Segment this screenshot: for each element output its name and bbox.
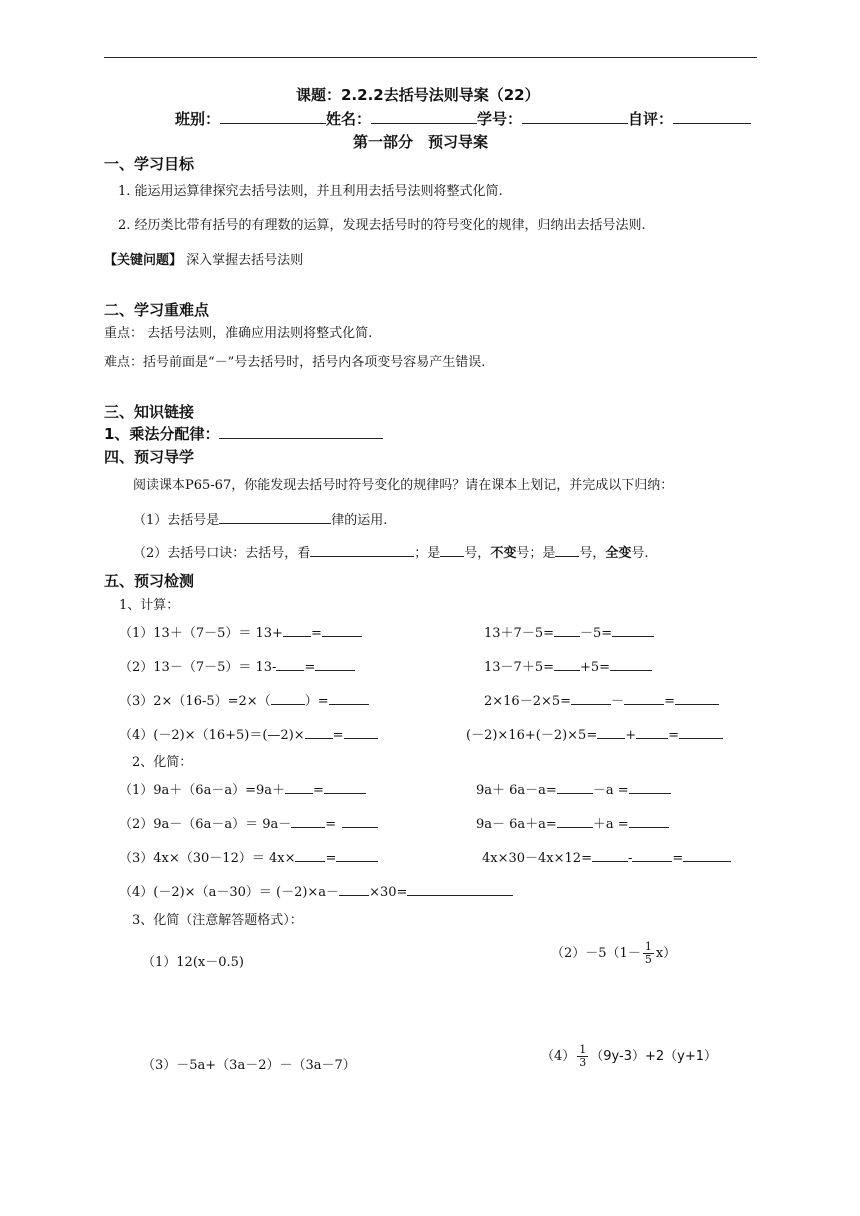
simp-3-blank-b[interactable] (336, 847, 378, 862)
simp-2-left (119, 813, 378, 832)
calc-2-blank-d[interactable] (610, 656, 652, 671)
fraction-den: 5 (644, 953, 652, 966)
calc-3-blank-e[interactable] (675, 690, 719, 705)
sub-calc: 1、计算： (119, 598, 180, 613)
simp-4-b: ×30= (369, 885, 408, 900)
calc-2-left (119, 656, 355, 675)
sub-simplify: 2、化简： (132, 755, 193, 770)
goal-1: 1. 能运用运算律探究去括号法则，并且利用去括号法则将整式化简. (118, 184, 503, 199)
problem-2-a: （2）－5（1－ (551, 946, 641, 961)
simp-3-blank-e[interactable] (683, 847, 731, 862)
calc-3-blank-d[interactable] (624, 690, 664, 705)
calc-4-right-b: + (625, 728, 637, 743)
name-blank[interactable] (371, 109, 477, 124)
simp-2-blank-c[interactable] (557, 813, 593, 828)
calc-4-right-c: = (668, 728, 680, 743)
q2-text-b: ；是 (414, 546, 441, 561)
section-heading-preview: 四、预习导学 (104, 448, 195, 466)
eval-blank[interactable] (673, 109, 751, 124)
info-line (175, 108, 751, 129)
simp-2-blank-d[interactable] (629, 813, 669, 828)
simp-3-blank-a[interactable] (295, 847, 325, 862)
simp-2-left-eq: = (325, 817, 337, 832)
calc-4-left-a: （4）(－2)×（16+5)＝(—2)× (119, 728, 305, 743)
simp-3-left-eq: = (325, 851, 337, 866)
calc-4-blank-a[interactable] (305, 724, 333, 739)
simp-1-blank-b[interactable] (324, 779, 366, 794)
key-label: 【关键问题】 (104, 253, 183, 268)
difficulty-text: 难点：括号前面是“－”号去括号时，括号内各项变号容易产生错误. (104, 355, 486, 370)
simp-1-right-a: 9a＋ 6a－a= (476, 783, 557, 798)
calc-4-blank-e[interactable] (679, 724, 723, 739)
distributive-label: 1、乘法分配律： (104, 425, 220, 443)
calc-4-left (119, 724, 378, 743)
simp-1-blank-c[interactable] (557, 779, 593, 794)
calc-4-blank-c[interactable] (597, 724, 625, 739)
preview-q2 (133, 542, 649, 561)
simp-3-blank-c[interactable] (592, 847, 628, 862)
calc-1-left (119, 622, 362, 641)
problem-4-b: （9y-3）+2（y+1） (590, 1049, 717, 1064)
calc-2-blank-a[interactable] (276, 656, 304, 671)
sub-simplify-format: 3、化简（注意解答题格式）： (132, 913, 303, 928)
calc-3-right (484, 690, 719, 709)
simp-4-blank-b[interactable] (407, 881, 513, 896)
q1-text-a: （1）去括号是 (133, 513, 220, 528)
eval-label: 自评： (628, 110, 674, 128)
calc-1-right (484, 622, 654, 641)
simp-3-right-c: = (672, 851, 684, 866)
q2-text-f: 号， (579, 546, 606, 561)
calc-2-left-a: （2）13－（7－5）＝ 13- (119, 660, 277, 675)
simp-2-right-b: ＋a = (592, 817, 629, 832)
name-label: 姓名： (326, 110, 372, 128)
simp-2-right-a: 9a－ 6a＋a= (476, 817, 557, 832)
q2-blank-2[interactable] (440, 542, 464, 557)
simp-1-left-a: （1）9a＋（6a－a）=9a＋ (119, 783, 285, 798)
section-heading-goals: 一、学习目标 (104, 155, 195, 173)
calc-2-left-b: = (304, 660, 316, 675)
simp-1-left (119, 779, 366, 798)
preview-intro: 阅读课本P65-67，你能发现去括号时符号变化的规律吗？请在课本上划记，并完成以下归纳： (133, 478, 674, 493)
calc-1-blank-c[interactable] (554, 622, 580, 637)
calc-1-left-b: = (310, 626, 322, 641)
calc-1-blank-d[interactable] (612, 622, 654, 637)
calc-2-blank-c[interactable] (554, 656, 580, 671)
problem-1: （1）12(x－0.5) (142, 955, 244, 970)
calc-2-blank-b[interactable] (315, 656, 355, 671)
preview-q1 (133, 509, 387, 528)
q2-unchanged: 不变 (490, 546, 517, 561)
simp-4-blank-a[interactable] (339, 881, 369, 896)
q2-text-c: 号， (464, 546, 491, 561)
simp-2-left-a: （2）9a－（6a－a）＝ 9a－ (119, 817, 292, 832)
calc-2-right-b: +5= (579, 660, 611, 675)
calc-3-left-b: ）= (304, 694, 329, 709)
calc-3-left (119, 690, 369, 709)
fraction-one-fifth (643, 941, 654, 966)
class-label: 班别： (175, 110, 221, 128)
calc-3-blank-b[interactable] (329, 690, 369, 705)
class-blank[interactable] (220, 109, 326, 124)
simp-3-left (119, 847, 378, 866)
focus-text: 重点： 去括号法则，准确应用法则将整式化简. (104, 326, 373, 341)
q2-text-e: 号；是 (516, 546, 556, 561)
q2-text-h: 号. (631, 546, 649, 561)
calc-4-right-a: (－2)×16+(－2)×5= (466, 728, 598, 743)
q1-text-b: 律的运用. (331, 513, 388, 528)
calc-1-left-a: （1）13＋（7－5）＝ 13+ (119, 626, 283, 641)
q2-all-change: 全变 (605, 546, 632, 561)
simp-1-right (476, 779, 671, 798)
part-title: 第一部分 预习导案 (353, 133, 489, 151)
section-heading-focus: 二、学习重难点 (104, 301, 210, 319)
simp-1-blank-d[interactable] (629, 779, 671, 794)
calc-4-right (466, 724, 723, 743)
fraction-den: 3 (579, 1056, 587, 1069)
simp-2-blank-a[interactable] (291, 813, 325, 828)
problem-2 (551, 941, 676, 966)
calc-4-blank-d[interactable] (636, 724, 668, 739)
calc-3-right-c: = (664, 694, 675, 709)
q2-text-a: （2）去括号口诀：去括号，看 (133, 546, 311, 561)
fraction-num: 1 (644, 940, 652, 953)
key-question (104, 249, 303, 268)
simp-4-a: （4）(－2)×（a－30）＝ (－2)×a－ (119, 885, 340, 900)
calc-3-blank-c[interactable] (571, 690, 611, 705)
goal-2: 2. 经历类比带有括号的有理数的运算，发现去括号时的符号变化的规律，归纳出去括号法则. (118, 218, 646, 233)
calc-1-right-a: 13＋7－5= (484, 626, 554, 641)
simp-1-blank-a[interactable] (285, 779, 313, 794)
problem-4-a: （4） (541, 1049, 576, 1064)
calc-4-blank-b[interactable] (344, 724, 378, 739)
page-title: 课题：2.2.2去括号法则导案（22） (296, 86, 540, 104)
number-blank[interactable] (522, 109, 628, 124)
q1-blank[interactable] (219, 509, 331, 524)
simp-2-right (476, 813, 669, 832)
simp-1-left-eq: = (312, 783, 324, 798)
simp-3-right (482, 847, 731, 866)
simp-3-blank-d[interactable] (632, 847, 672, 862)
calc-2-right (484, 656, 652, 675)
calc-1-blank-b[interactable] (322, 622, 362, 637)
calc-3-blank-a[interactable] (271, 690, 305, 705)
calc-1-right-b: －5= (579, 626, 613, 641)
simp-3-left-a: （3）4x×（30－12）＝ 4x× (119, 851, 296, 866)
calc-3-right-b: － (611, 694, 625, 709)
calc-3-left-a: （3）2×（16-5）=2×（ (119, 694, 271, 709)
simp-1-right-b: －a = (592, 783, 629, 798)
simp-4 (119, 881, 513, 900)
q2-blank-1[interactable] (310, 542, 414, 557)
calc-2-right-a: 13－7＋5= (484, 660, 554, 675)
distributive-blank[interactable] (219, 424, 383, 439)
q2-blank-3[interactable] (555, 542, 579, 557)
simp-3-right-a: 4x×30－4x×12= (482, 851, 592, 866)
calc-1-blank-a[interactable] (283, 622, 311, 637)
fraction-one-third (577, 1044, 588, 1069)
section-heading-check: 五、预习检测 (104, 572, 195, 590)
section-heading-knowledge: 三、知识链接 (104, 403, 195, 421)
problem-4 (541, 1044, 717, 1069)
problem-2-b: x） (655, 946, 677, 961)
simp-3-right-b: - (627, 851, 633, 866)
distributive-law-item (104, 423, 383, 444)
number-label: 学号： (477, 110, 523, 128)
calc-3-right-a: 2×16－2×5= (484, 694, 572, 709)
calc-4-left-b: = (332, 728, 344, 743)
fraction-num: 1 (579, 1043, 587, 1056)
simp-2-blank-b[interactable] (342, 813, 378, 828)
top-rule (104, 57, 757, 58)
problem-3: （3）－5a+（3a－2）－（3a－7） (142, 1058, 356, 1073)
key-text: 深入掌握去括号法则 (182, 253, 304, 268)
